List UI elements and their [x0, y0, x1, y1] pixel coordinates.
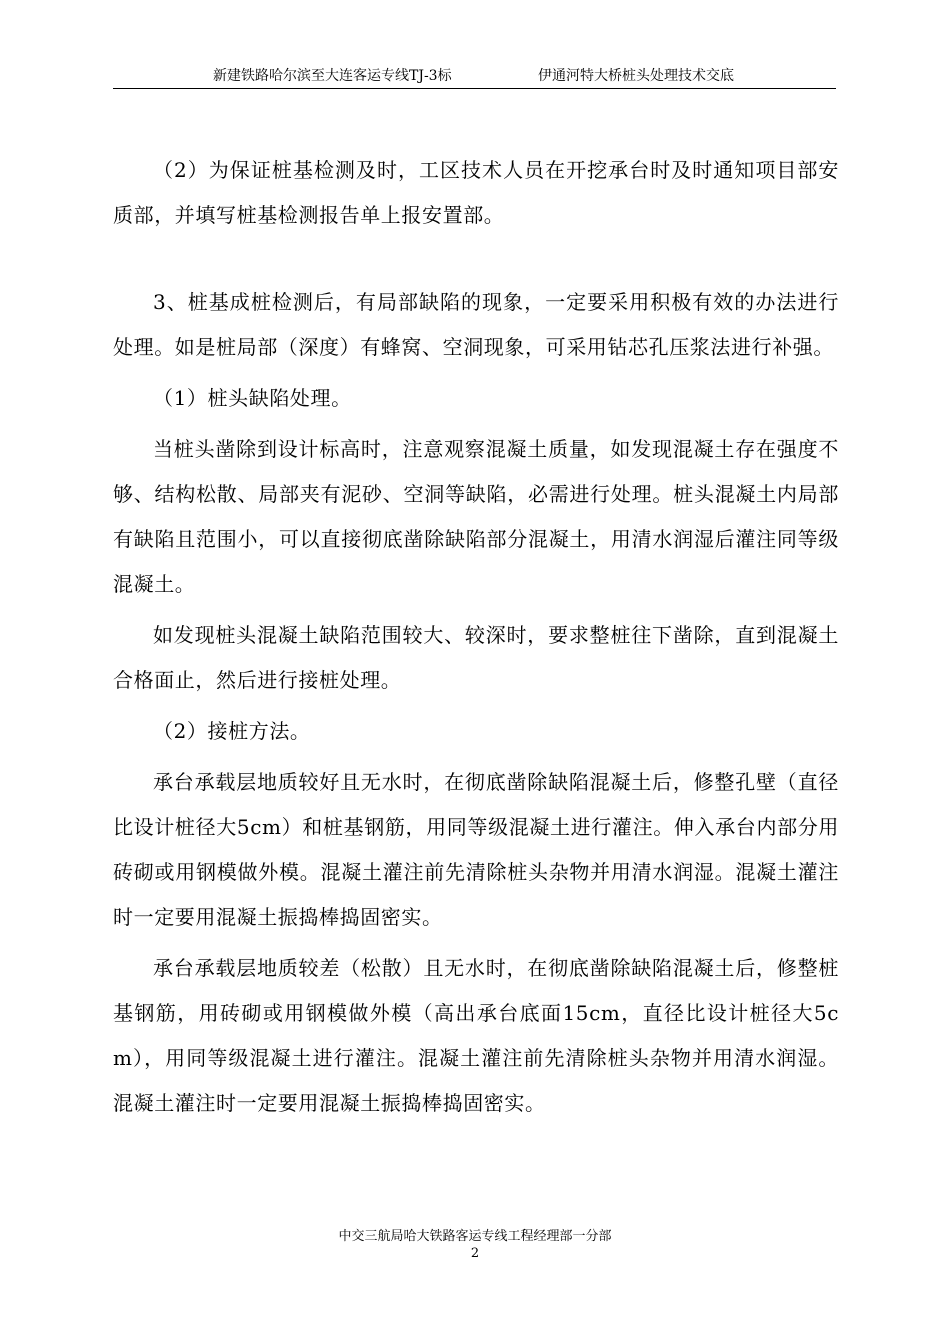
page-header [113, 66, 836, 88]
heading-pile-extension-method: （2）接桩方法。 [153, 719, 311, 743]
page-footer [0, 1228, 950, 1262]
paragraph-inspection-notice: （2）为保证桩基检测及时，工区技术人员在开挖承台时及时通知项目部安质部，并填写桩基检测报告单上报安置部。 [113, 158, 839, 227]
paragraph-good-geology: 承台承载层地质较好且无水时，在彻底凿除缺陷混凝土后，修整孔壁（直径比设计桩径大5cm）和桩基钢筋，用同等级混凝土进行灌注。伸入承台内部分用砖砌或用钢模做外模。混凝土灌注前先清除桩头杂物并用清水润湿。混凝土灌注时一定要用混凝土振捣棒捣固密实。 [113, 770, 839, 929]
page-number: 2 [470, 1246, 480, 1261]
paragraph-chiseling-inspection: 当桩头凿除到设计标高时，注意观察混凝土质量，如发现混凝土存在强度不够、结构松散、局部夹有泥砂、空洞等缺陷，必需进行处理。桩头混凝土内局部有缺陷且范围小，可以直接彻底凿除缺陷部分混凝土，用清水润湿后灌注同等级混凝土。 [113, 437, 839, 596]
paragraph-large-defects: 如发现桩头混凝土缺陷范围较大、较深时，要求整桩往下凿除，直到混凝土合格面止，然后进行接桩处理。 [113, 623, 839, 692]
document-body [113, 148, 839, 1126]
paragraph-defect-treatment: 3、桩基成桩检测后，有局部缺陷的现象，一定要采用积极有效的办法进行处理。如是桩局部（深度）有蜂窝、空洞现象，可采用钻芯孔压浆法进行补强。 [113, 290, 839, 359]
header-divider [113, 88, 836, 89]
header-project-title: 新建铁路哈尔滨至大连客运专线TJ-3标 [213, 68, 452, 84]
footer-organization: 中交三航局哈大铁路客运专线工程经理部一分部 [338, 1229, 612, 1244]
header-document-title: 伊通河特大桥桩头处理技术交底 [538, 68, 734, 84]
paragraph-poor-geology: 承台承载层地质较差（松散）且无水时，在彻底凿除缺陷混凝土后，修整桩基钢筋，用砖砌或用钢模做外模（高出承台底面15cm，直径比设计桩径大5cm），用同等级混凝土进行灌注。混凝土灌注前先清除桩头杂物并用清水润湿。混凝土灌注时一定要用混凝土振捣棒捣固密实。 [113, 956, 839, 1115]
heading-pile-head-defects: （1）桩头缺陷处理。 [153, 386, 352, 410]
paragraph-spacer [113, 238, 839, 280]
